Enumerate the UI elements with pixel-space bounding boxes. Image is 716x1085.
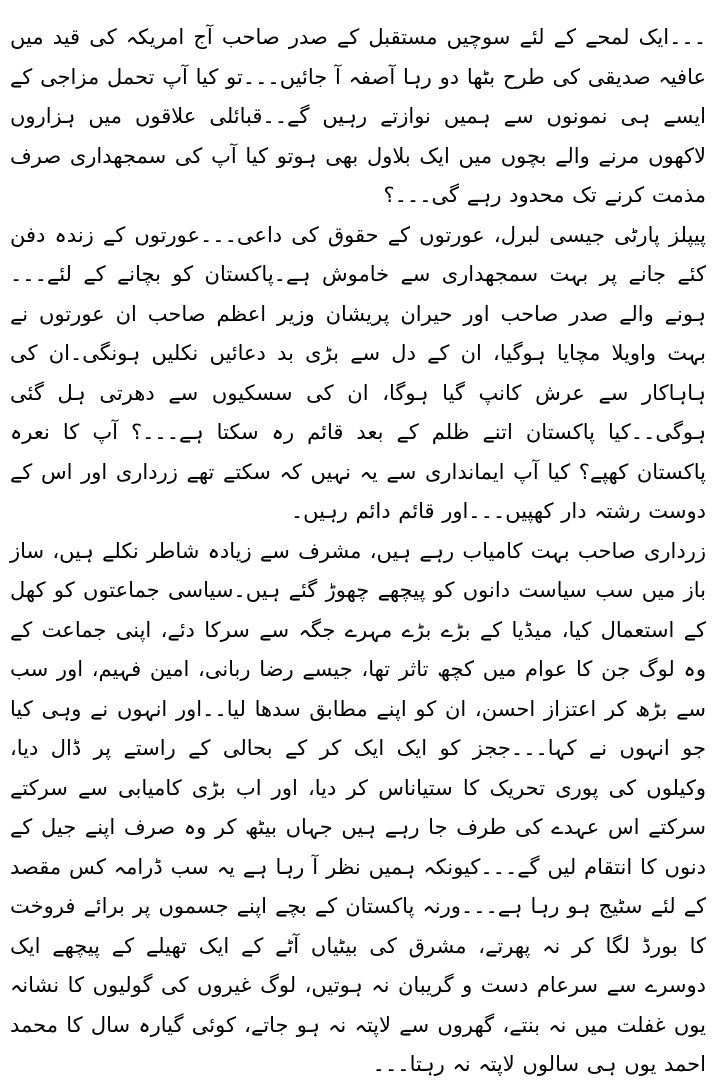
paragraph-3: زرداری صاحب بہت کامیاب رہے ہیں، مشرف سے زیادہ شاطر نکلے ہیں، ساز باز میں سب سیاست دانوں کو پیچھے چھوڑ گئے ہیں۔سیاسی جماعتوں کو کھل کے استعمال کیا، میڈیا کے بڑے بڑے مہرے جگہ سے سرکا دئے، اپنی جماعت کے وہ لوگ جن کا عوام میں کچھ تاثر تھا، جیسے رضا ربانی، امین فہیم، اور سب سے بڑھ کر اعتزاز احسن، ان کو اپنے مطابق سدھا لیا۔۔اور انہوں نے وہی کیا جو انہوں نے کہا۔۔۔ججز کو ایک ایک کر کے بحالی کے راستے پر ڈال دیا، وکیلوں کی پوری تحریک کا ستیاناس کر دیا، اور اب بڑی کامیابی سے سرکتے سرکتے اس عہدے کی طرف جا رہے ہیں جہاں بیٹھ کر وہ صرف اپنے جیل کے دنوں کا انتقام لیں گے۔۔۔کیونکہ ہمیں نظر آ رہا ہے یہ سب ڈرامہ کس مقصد کے لئے سٹیج ہو رہا ہے۔۔۔ورنہ پاکستان کے بچے اپنے جسموں پر برائے فروخت کا بورڈ لگا کر نہ پھرتے، مشرق کی بیٹیاں آٹے کے ایک تھیلے کے پیچھے ایک دوسرے سے سرعام دست و گریبان نہ ہوتیں، لوگ غیروں کی گولیوں کا نشانہ یوں غفلت میں نہ بنتے، گھروں سے لاپتہ نہ ہو جاتے، کوئی گیارہ سال کا محمد احمد یوں ہی سالوں لاپتہ نہ رہتا۔۔۔ (10, 538, 706, 1076)
paragraph-2: پیپلز پارٹی جیسی لبرل، عورتوں کے حقوق کی داعی۔۔۔عورتوں کے زندہ دفن کئے جانے پر بہت سمجھداری سے خاموش ہے۔پاکستان کو بچانے کے لئے۔۔۔ہونے والے صدر صاحب اور حیران پریشان وزیر اعظم صاحب ان عورتوں نے بہت واویلا مچایا ہوگیا، ان کے دل سے بڑی بد دعائیں نکلیں ہونگی۔ان کی ہاہاکار سے عرش کانپ گیا ہوگا، ان کی سسکیوں سے دھرتی ہل گئی ہوگی۔۔کیا پاکستان اتنے ظلم کے بعد قائم رہ سکتا ہے۔۔۔؟ آپ کا نعرہ پاکستان کھپے؟ کیا آپ ایمانداری سے یہ نہیں کہ سکتے تھے زرداری اور اس کے دوست رشتہ دار کھپیں۔۔۔اور قائم دائم رہیں۔ (10, 222, 706, 523)
paragraph-1: ۔۔۔ایک لمحے کے لئے سوچیں مستقبل کے صدر صاحب آج امریکہ کی قید میں عافیہ صدیقی کی طرح بٹھا دو رہا آصفہ آ جائیں۔۔۔تو کیا آپ تحمل مزاجی کے ایسے ہی نمونوں سے ہمیں نوازتے رہیں گے۔۔قبائلی علاقوں میں ہزاروں لاکھوں مرنے والے بچوں میں ایک بلاول بھی ہوتو کیا آپ کی سمجھداری صرف مذمت کرنے تک محدود رہے گی۔۔۔؟ (10, 25, 706, 207)
